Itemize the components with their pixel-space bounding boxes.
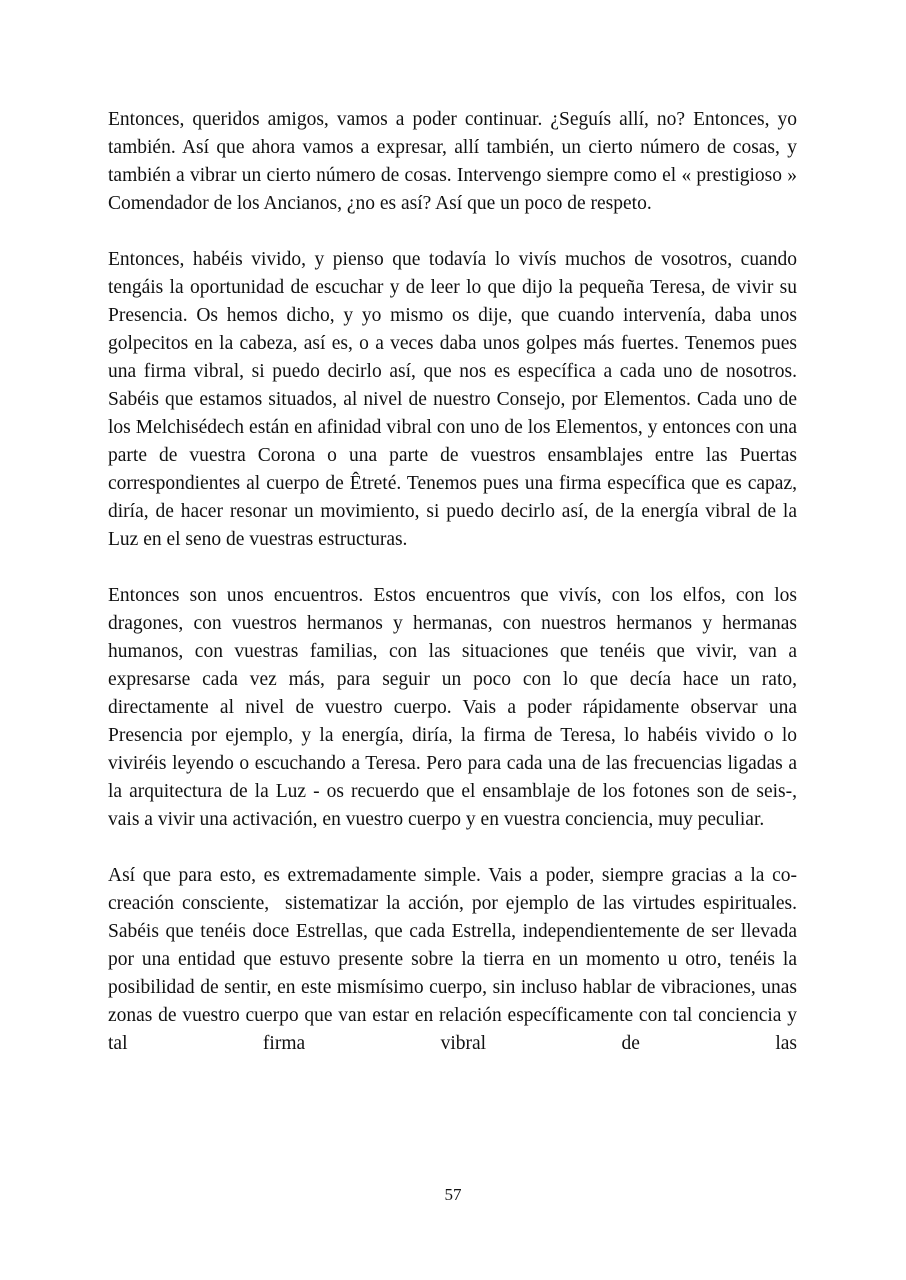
paragraph-4: Así que para esto, es extremadamente simple. Vais a poder, siempre gracias a la co-creación consciente, sistematizar la acción, por ejemplo de las virtudes espirituales. Sabéis que tenéis doce Estrellas, que cada Estrella, independientemente de ser llevada por una entidad que estuvo presente sobre la tierra en un momento u otro, tenéis la posibilidad de sentir, en este mismísimo cuerpo, sin incluso hablar de vibraciones, unas zonas de vuestro cuerpo que van estar en relación específicamente con tal conciencia y tal firma vibral de las [108,865,802,1054]
page-number: 57 [444,1185,462,1204]
paragraph-1: Entonces, queridos amigos, vamos a poder continuar. ¿Seguís allí, no? Entonces, yo también. Así que ahora vamos a expresar, allí también, un cierto número de cosas, y también a vibrar un cierto número de cosas. Intervengo siempre como el « prestigioso » Comendador de los Ancianos, ¿no es así? Así que un poco de respeto. [108,109,802,214]
paragraph-3: Entonces son unos encuentros. Estos encuentros que vivís, con los elfos, con los dragones, con vuestros hermanos y hermanas, con nuestros hermanos y hermanas humanos, con vuestras familias, con las situaciones que tenéis que vivir, van a expresarse cada vez más, para seguir un poco con lo que decía hace un rato, directamente al nivel de vuestro cuerpo. Vais a poder rápidamente observar una Presencia por ejemplo, y la energía, diría, la firma de Teresa, lo habéis vivido o lo viviréis leyendo o escuchando a Teresa. Pero para cada una de las frecuencias ligadas a la arquitectura de la Luz - os recuerdo que el ensamblaje de los fotones son de seis-, vais a vivir una activación, en vuestro cuerpo y en vuestra conciencia, muy peculiar. [108,585,802,830]
paragraph-2: Entonces, habéis vivido, y pienso que todavía lo vivís muchos de vosotros, cuando tengáis la oportunidad de escuchar y de leer lo que dijo la pequeña Teresa, de vivir su Presencia. Os hemos dicho, y yo mismo os dije, que cuando intervenía, daba unos golpecitos en la cabeza, así es, o a veces daba unos golpes más fuertes. Tenemos pues una firma vibral, si puedo decirlo así, que nos es específica a cada uno de nosotros. Sabéis que estamos situados, al nivel de nuestro Consejo, por Elementos. Cada uno de los Melchisédech están en afinidad vibral con uno de los Elementos, y entonces con una parte de vuestra Corona o una parte de vuestros ensamblajes entre las Puertas correspondientes al cuerpo de Êtreté. Tenemos pues una firma específica que es capaz, diría, de hacer resonar un movimiento, si puedo decirlo así, de la energía vibral de la Luz en el seno de vuestras estructuras. [108,249,802,550]
body-text [108,106,802,1058]
